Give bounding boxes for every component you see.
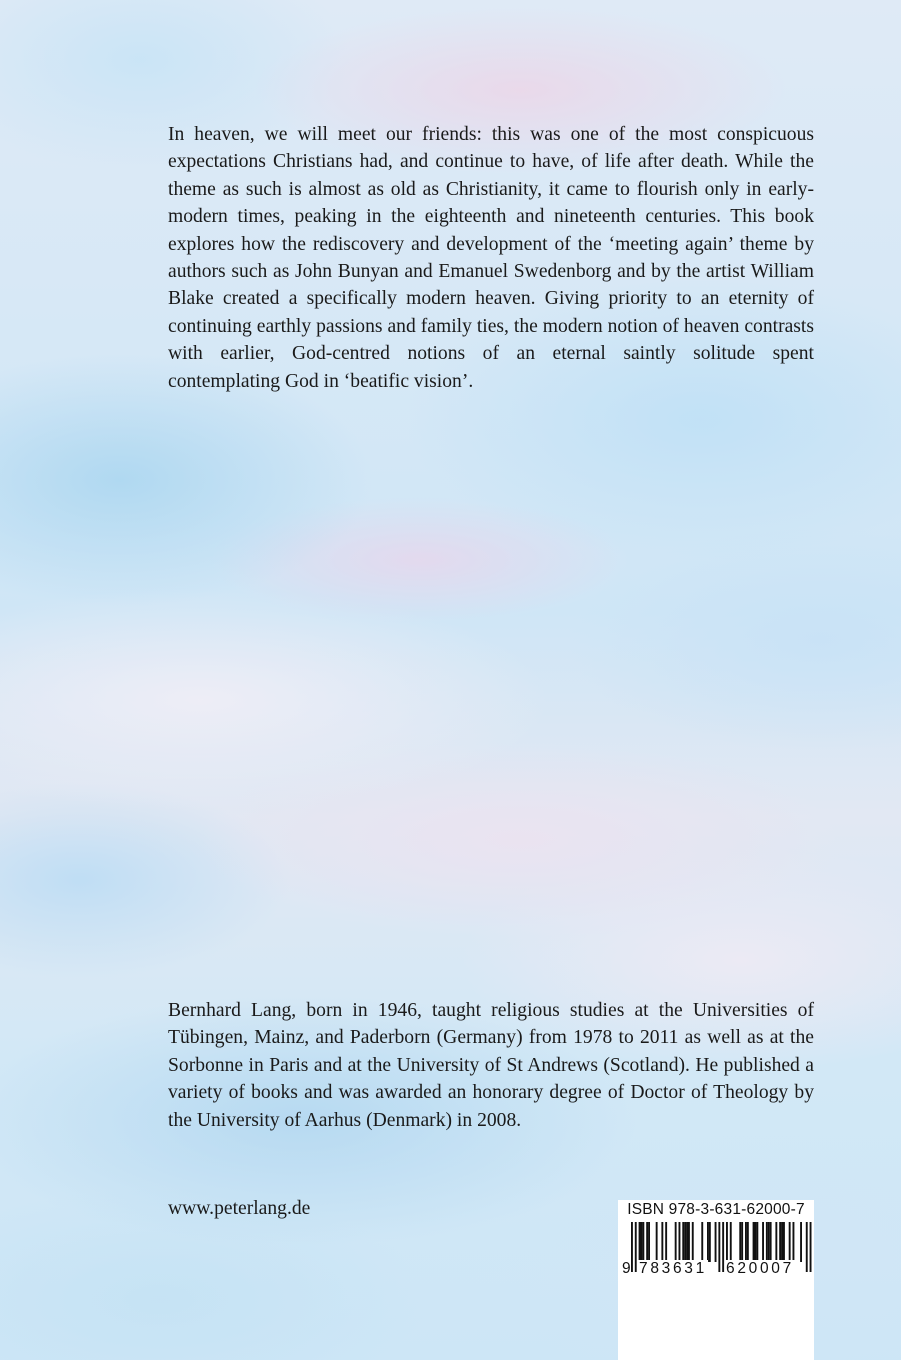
barcode-bar: [692, 1222, 694, 1262]
barcode-bar: [793, 1222, 795, 1262]
book-blurb: In heaven, we will meet our friends: this was one of the most conspicuous expectations Christians had, and continue to have, of life after death. While the theme as such is almost as old as Christianity, it came to flourish only in early-modern times, peaking in the eighteenth and nineteenth centuries. This book explores how the rediscovery and development of the ‘meeting again’ theme by authors such as John Bunyan and Emanuel Swedenborg and by the artist William Blake created a specifically modern heaven. Giving priority to an eternity of continuing earthly passions and family ties, the modern notion of heaven contrasts with earlier, God-centred notions of an eternal saintly solitude spent contemplating God in ‘beatific vision’.: [168, 124, 814, 392]
barcode-bar: [726, 1222, 728, 1262]
barcode-bar: [775, 1222, 777, 1262]
barcode-bar: [755, 1222, 757, 1262]
isbn-barcode-block: [618, 1200, 814, 1360]
barcode-bar: [684, 1222, 686, 1262]
barcode-bar: [641, 1222, 643, 1262]
barcode-digit-first: 9: [622, 1260, 631, 1277]
barcode-bar: [682, 1222, 684, 1262]
barcode-digits-right: 620007: [726, 1260, 794, 1277]
barcode-bar: [639, 1222, 641, 1262]
barcode-bar: [779, 1222, 781, 1262]
publisher-website: www.peterlang.de: [168, 1198, 311, 1219]
barcode-bar: [766, 1222, 768, 1262]
barcode-bar: [745, 1222, 747, 1262]
barcode-bar: [661, 1222, 663, 1262]
barcode-bar: [665, 1222, 667, 1262]
isbn-number: ISBN 978-3-631-62000-7: [627, 1201, 805, 1218]
barcode-bar: [688, 1222, 690, 1262]
barcode-bar: [800, 1222, 802, 1262]
barcode-bar: [756, 1222, 758, 1262]
barcode-bar: [642, 1222, 644, 1262]
barcode-bar: [753, 1222, 755, 1262]
barcode-bar: [781, 1222, 783, 1262]
barcode-bar: [675, 1222, 677, 1262]
barcode-bar: [747, 1222, 749, 1262]
barcode-bar: [789, 1222, 791, 1262]
barcode-bar: [770, 1222, 772, 1262]
barcode-bar: [709, 1222, 711, 1262]
barcode-bar: [656, 1222, 658, 1262]
barcode-bar: [783, 1222, 785, 1262]
barcode-bar: [648, 1222, 650, 1262]
barcode-digits-left: 783631: [639, 1260, 707, 1277]
barcode-bar: [768, 1222, 770, 1262]
barcode-bar: [730, 1222, 732, 1262]
barcode-digits: [618, 1260, 814, 1280]
barcode-bar: [715, 1222, 717, 1262]
barcode-bar: [739, 1222, 741, 1262]
barcode-bar: [741, 1222, 743, 1262]
barcode-bar: [686, 1222, 688, 1262]
author-bio: Bernhard Lang, born in 1946, taught religious studies at the Universities of Tübingen, Mainz, and Paderborn (Germany) from 1978 to 2011 as well as at the Sorbonne in Paris and at the University of St Andrews (Scotland). He published a variety of books and was awarded an honorary degree of Doctor of Theology by the University of Aarhus (Denmark) in 2008.: [168, 1000, 814, 1131]
barcode-bar: [707, 1222, 709, 1262]
barcode-bar: [679, 1222, 681, 1262]
barcode-bar: [646, 1222, 648, 1262]
barcode-bar: [762, 1222, 764, 1262]
barcode-bar: [701, 1222, 703, 1262]
